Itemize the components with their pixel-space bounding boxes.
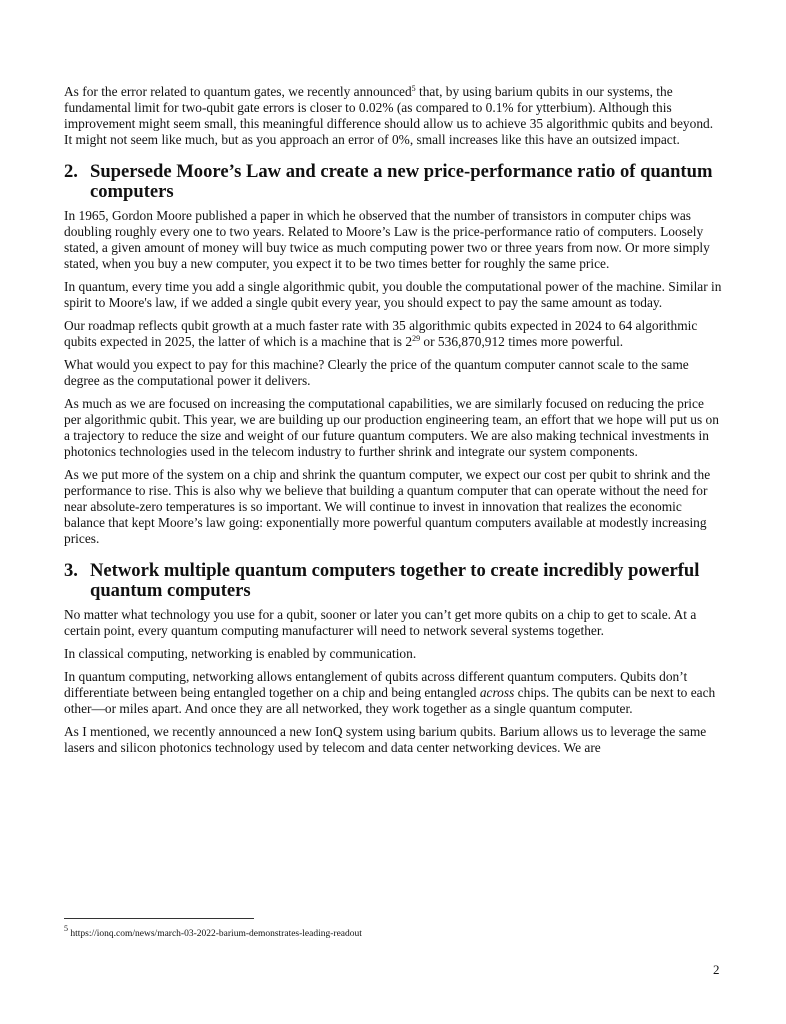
page-number: 2 [713, 962, 720, 977]
section-3-paragraph: In classical computing, networking is enabled by communication. [64, 646, 417, 661]
footnote-marker: 5 [64, 924, 68, 933]
roadmap-text-start: Our roadmap reflects qubit growth at a much faster rate with 35 algorithmic qubits expected in 2024 to 64 algorithmic qubits expected in 2025, the latter of which is a machine that is 2 [64, 318, 698, 349]
footnote-link[interactable]: https://ionq.com/news/march-03-2022-barium-demonstrates-leading-readout [68, 929, 362, 939]
roadmap-paragraph [64, 318, 724, 350]
intro-text-start: As for the error related to quantum gates, we recently announced [64, 84, 412, 99]
section-2-paragraph: In 1965, Gordon Moore published a paper in which he observed that the number of transistors in computer chips was doubling roughly every one to two years. Related to Moore’s Law is the price-performance ratio of computers. Loosely stated, a given amount of money will buy twice as much computing power two or three years from now. Or more simply stated, when you buy a new computer, you expect it to be two times better for roughly the same price. [64, 208, 710, 271]
section-2-number: 2. [64, 161, 78, 182]
section-2-paragraph: In quantum, every time you add a single algorithmic qubit, you double the computational power of the machine. Similar in spirit to Moore's law, if we added a single qubit every year, you should expect to pay the same amount as today. [64, 279, 722, 310]
section-2-heading [64, 162, 724, 202]
section-3-heading [64, 561, 724, 601]
page-body [64, 84, 724, 763]
footnote [64, 924, 362, 940]
section-2-paragraph: As much as we are focused on increasing the computational capabilities, we are similarly focused on reducing the price per algorithmic qubit. This year, we are building up our production engineering team, an effort that we hope will put us on a trajectory to reduce the size and weight of our future quantum computers. We are also making technical investments in photonics technologies used in the telecom industry to further shrink and integrate our system components. [64, 396, 719, 459]
intro-paragraph [64, 84, 724, 148]
section-3-paragraph: As I mentioned, we recently announced a new IonQ system using barium qubits. Barium allows us to leverage the same lasers and silicon photonics technology used by telecom and data center networking devices. We are [64, 724, 707, 755]
roadmap-text-end: or 536,870,912 times more powerful. [420, 334, 624, 349]
emphasis-across: across [479, 685, 515, 700]
footnote-divider [64, 918, 254, 919]
exponent: 29 [412, 334, 421, 343]
section-3-title: Network multiple quantum computers together to create incredibly powerful quantum computers [90, 560, 700, 601]
section-3-paragraph: No matter what technology you use for a qubit, sooner or later you can’t get more qubits on a chip to get to scale. At a certain point, every quantum computing manufacturer will need to network several systems together. [64, 607, 697, 638]
section-2-paragraph: As we put more of the system on a chip and shrink the quantum computer, we expect our cost per qubit to shrink and the performance to rise. This is also why we believe that building a quantum computer that can operate without the need for near absolute-zero temperatures is so important. We will continue to invest in innovation that realizes the economic balance that kept Moore’s law going: exponentially more powerful quantum computers available at modestly increasing prices. [64, 467, 711, 546]
intro-text-end: that, by using barium qubits in our systems, the fundamental limit for two-qubit gate errors is closer to 0.02% (as compared to 0.1% for ytterbium). Although this improvement might seem small, this meaningful difference should allow us to achieve 35 algorithmic qubits and beyond. It might not seem like much, but as you approach an error of 0%, small increases like this have an outsized impact. [64, 84, 714, 147]
footnote-reference: 5 [411, 84, 416, 93]
entanglement-text-end: chips. The qubits can be next to each other—or miles apart. And once they are all networked, they work together as a single quantum computer. [64, 685, 716, 716]
section-2-title: Supersede Moore’s Law and create a new price-performance ratio of quantum computers [90, 161, 713, 202]
entanglement-text-start: In quantum computing, networking allows entanglement of qubits across different quantum computers. Qubits don’t differentiate between being entangled together on a chip and being entangled [64, 669, 688, 700]
section-3-number: 3. [64, 560, 78, 581]
section-2-paragraph: What would you expect to pay for this machine? Clearly the price of the quantum computer cannot scale to the same degree as the computational power it delivers. [64, 357, 689, 388]
entanglement-paragraph [64, 669, 724, 717]
